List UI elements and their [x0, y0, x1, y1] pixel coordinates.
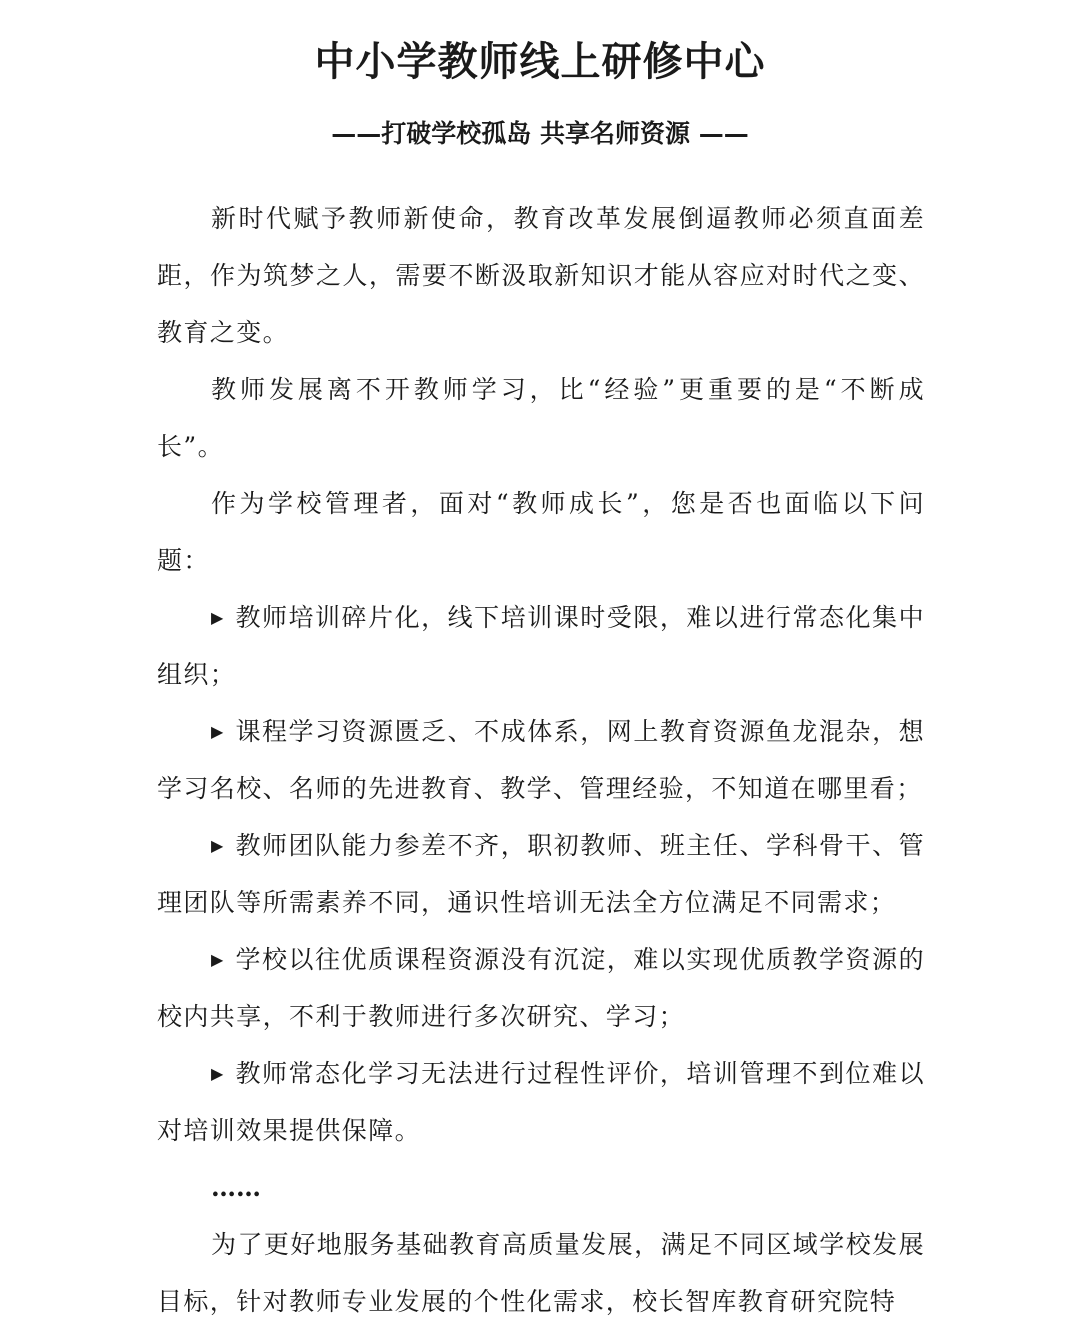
bullet-text: 学校以往优质课程资源没有沉淀，难以实现优质教学资源的校内共享，不利于教师进行多次研究、学习；: [157, 945, 925, 1031]
bullet-item: [157, 703, 925, 817]
closing-paragraph: 为了更好地服务基础教育高质量发展，满足不同区域学校发展目标，针对教师专业发展的个性化需求，校长智库教育研究院特: [157, 1230, 925, 1316]
intro-paragraph: 新时代赋予教师新使命，教育改革发展倒逼教师必须直面差距，作为筑梦之人，需要不断汲取新知识才能从容应对时代之变、教育之变。: [157, 204, 925, 347]
bullet-item: [157, 589, 925, 703]
triangle-bullet-icon: ▶: [211, 722, 224, 741]
bullet-item: [157, 1045, 925, 1159]
bullet-text: 课程学习资源匮乏、不成体系，网上教育资源鱼龙混杂，想学习名校、名师的先进教育、教学、管理经验，不知道在哪里看；: [157, 717, 925, 803]
bullet-item: [157, 817, 925, 931]
document-subtitle: ——打破学校孤岛 共享名师资源 ——: [331, 119, 749, 148]
document-body: [157, 190, 925, 1330]
bullet-item: [157, 931, 925, 1045]
bullet-text: 教师培训碎片化，线下培训课时受限，难以进行常态化集中组织；: [157, 603, 925, 689]
bullet-text: 教师常态化学习无法进行过程性评价，培训管理不到位难以对培训效果提供保障。: [157, 1059, 925, 1145]
bullet-text: 教师团队能力参差不齐，职初教师、班主任、学科骨干、管理团队等所需素养不同，通识性培训无法全方位满足不同需求；: [157, 831, 925, 917]
question-paragraph: 作为学校管理者，面对“教师成长”，您是否也面临以下问题：: [157, 489, 925, 575]
ellipsis-line: ……: [211, 1173, 261, 1202]
triangle-bullet-icon: ▶: [211, 836, 224, 855]
triangle-bullet-icon: ▶: [211, 1064, 224, 1083]
document-title: 中小学教师线上研修中心: [314, 38, 766, 85]
growth-paragraph: 教师发展离不开教师学习，比“经验”更重要的是“不断成长”。: [157, 375, 925, 461]
triangle-bullet-icon: ▶: [211, 950, 224, 969]
triangle-bullet-icon: ▶: [211, 608, 224, 627]
